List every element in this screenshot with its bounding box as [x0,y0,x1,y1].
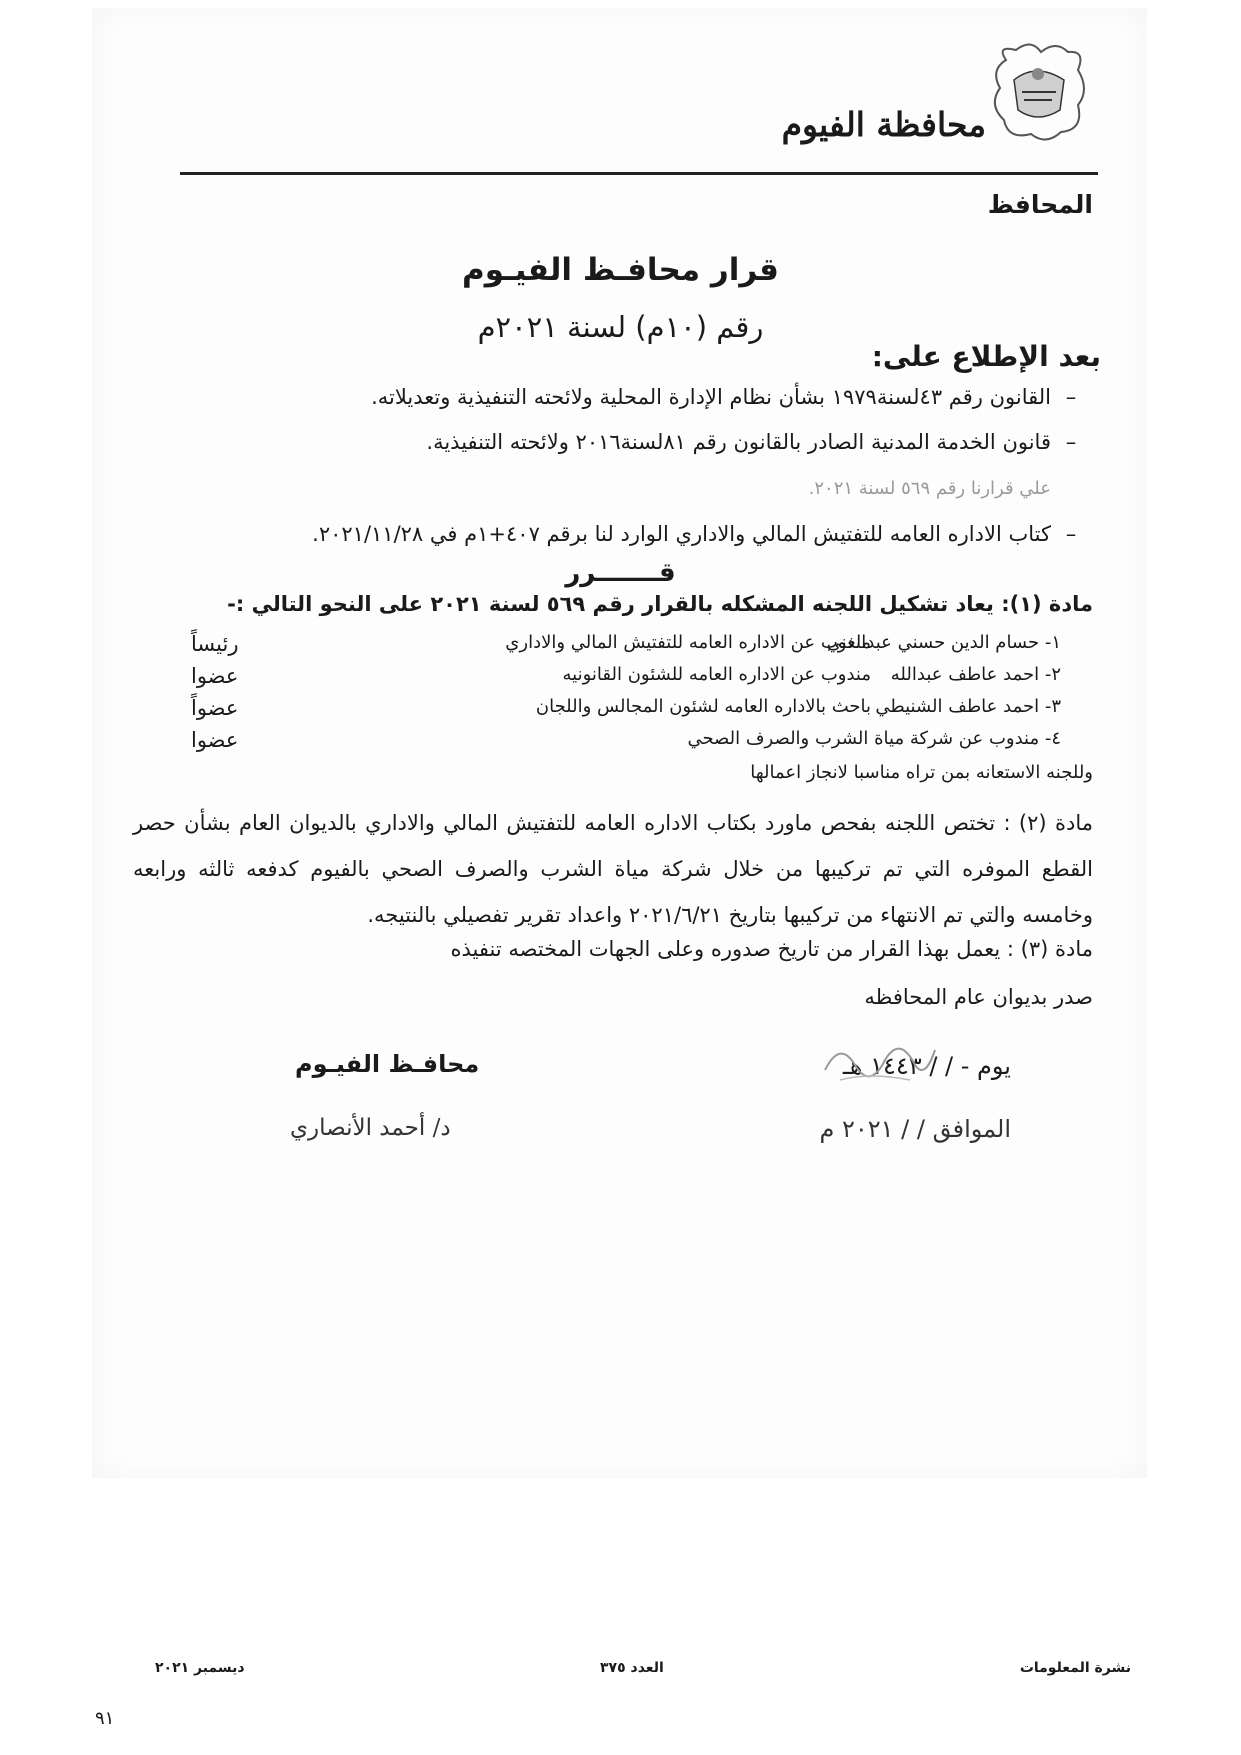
member-row [191,664,1061,694]
preamble-item-faint: علي قرارنا رقم ٥٦٩ لسنة ٢٠٢١. [808,478,1051,499]
handwritten-date-scribble [820,1030,940,1090]
member-desc: مندوب عن الاداره العامه للتفتيش المالي والاداري [505,632,871,653]
preamble-item: –القانون رقم ٤٣لسنة١٩٧٩ بشأن نظام الإدارة المحلية ولائحته التنفيذية وتعديلاته. [371,385,1077,409]
signature-title: محافـظ الفيـوم [295,1050,480,1078]
date-gregorian: الموافق / / ٢٠٢١ م [819,1115,1011,1143]
signature-name: د/ أحمد الأنصاري [290,1115,451,1141]
member-name: ٤- مندوب عن شركة مياة الشرب والصرف الصحي [687,728,1061,749]
member-name: ٢- احمد عاطف عبدالله [890,664,1061,685]
member-role: عضوا [191,728,239,752]
article-2: مادة (٢) : تختص اللجنه بفحص ماورد بكتاب الاداره العامه للتفتيش المالي والاداري بالديوان العام بشأن حصر القطع الموفره التي تم تركيبها من خلال شركة مياة الشرب والصرف الصحي بالفيوم كدفعه ثالثه ورابعه وخامسه والتي تم الانتهاء من تركيبها بتاريخ ٢٠٢١/٦/٢١ واعداد تقرير تفصيلي بالنتيجه. [133,811,1093,927]
committee-help-note: وللجنه الاستعانه بمن تراه مناسبا لانجاز اعمالها [750,762,1093,783]
member-role: عضواً [191,696,239,720]
decree-number: رقم (١٠م) لسنة ٢٠٢١م [477,310,764,344]
footer-issue: العدد ٣٧٥ [600,1660,664,1676]
preamble-item: –كتاب الاداره العامه للتفتيش المالي والاداري الوارد لنا برقم ٤٠٧+١م في ٢٠٢١/١١/٢٨. [312,522,1077,546]
member-row [191,632,1061,662]
member-desc: مندوب عن الاداره العامه للشئون القانونيه [562,664,871,685]
date-hijri: يوم - / / ١٤٤٣ هـ [842,1052,1011,1080]
member-row [191,728,1061,758]
member-desc: باحث بالاداره العامه لشئون المجالس واللجان [535,696,871,717]
office-label: المحافظ [987,190,1093,219]
issued-at: صدر بديوان عام المحافظه [864,985,1093,1009]
decided-heading: قـــــــرر [565,558,676,588]
governorate-name: محافظة الفيوم [781,105,986,144]
preamble-item: –قانون الخدمة المدنية الصادر بالقانون رقم ٨١لسنة٢٠١٦ ولائحته التنفيذية. [426,430,1077,454]
footer-publication: نشرة المعلومات [1019,1660,1131,1676]
after-review-heading: بعد الإطلاع على: [871,340,1101,373]
footer-date: ديسمبر ٢٠٢١ [155,1660,245,1676]
governorate-emblem-icon [986,40,1091,150]
header-divider [180,172,1098,175]
member-name: ١- حسام الدين حسني عبدالغني [826,632,1061,653]
member-role: عضوا [191,664,239,688]
member-name: ٣- احمد عاطف الشنيطي [875,696,1061,717]
member-role: رئيساً [191,632,239,656]
article-1: مادة (١): يعاد تشكيل اللجنه المشكله بالقرار رقم ٥٦٩ لسنة ٢٠٢١ على النحو التالي :- [227,592,1093,616]
member-row [191,696,1061,726]
page-number: ٩١ [95,1708,115,1729]
decree-title: قرار محافـظ الفيـوم [462,252,779,288]
article-3: مادة (٣) : يعمل بهذا القرار من تاريخ صدوره وعلى الجهات المختصه تنفيذه [450,937,1093,961]
